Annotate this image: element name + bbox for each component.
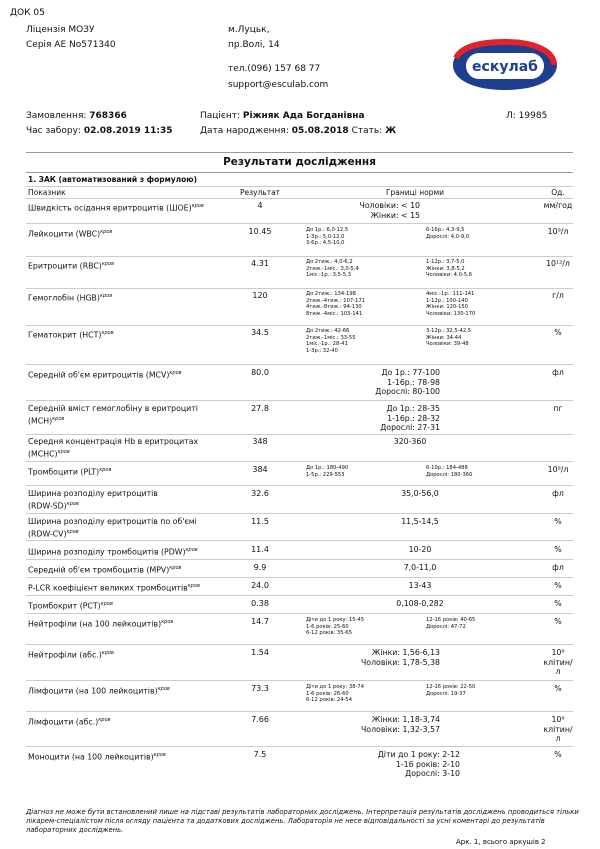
row-norm-left: До 1р.: 180-490 1-5р.: 229-553 — [306, 465, 349, 478]
row-result: 1.54 — [251, 648, 269, 657]
patient-label: Пацієнт: — [200, 111, 241, 121]
table-row — [0, 437, 600, 461]
row-norm: До 1р.: 28-35 1-16р.: 28-32 Дорослі: 27-31 — [380, 404, 440, 432]
table-row — [0, 581, 600, 595]
email: support@esculab.com — [228, 80, 329, 90]
row-norm-left: До 1р.: 6,0-12,5 1-3р.: 5,0-12,0 3-6р.: 4,5-10,0 — [306, 227, 349, 247]
row-result: 120 — [252, 291, 268, 300]
row-unit: % — [554, 617, 562, 626]
row-result: 0.38 — [251, 599, 269, 608]
phone: тел.(096) 157 68 77 — [228, 64, 321, 74]
row-unit: 10⁹ клітин/ л — [543, 715, 573, 743]
divider — [26, 711, 573, 712]
row-name: Гематокрит (HCT)$^{кров}$ — [28, 330, 114, 340]
sample-line — [26, 126, 173, 136]
row-norm: 320-360 — [393, 437, 427, 446]
row-norm-left: До 2тиж.: 42-66 2тиж.-1міс.: 33-55 1міс.-1р.: 28-41 1-3р.: 32-40 — [306, 328, 356, 354]
row-unit: пг — [553, 404, 563, 413]
series: Серія АЕ No571340 — [26, 40, 116, 50]
table-row — [0, 291, 600, 323]
divider — [26, 540, 573, 541]
divider — [26, 577, 573, 578]
divider — [26, 746, 573, 747]
row-name: Ширина розподілу еритроцитів $(RDW-SD)^{кров}$ — [28, 489, 158, 511]
row-norm: Діти до 1 року: 2-12 1-16 років: 2-10 Дорослі: 3-10 — [377, 750, 460, 778]
row-unit: % — [554, 599, 562, 608]
divider — [26, 485, 573, 486]
row-name: Середній об'єм еритроцитів (MCV)$^{кров}$ — [28, 370, 182, 380]
row-unit: % — [554, 545, 562, 554]
order-line — [26, 111, 127, 121]
row-unit: 10¹²/л — [546, 259, 570, 268]
col-unit: Од. — [551, 188, 565, 197]
divider — [26, 325, 573, 326]
row-unit: г/л — [552, 291, 564, 300]
row-norm: 0,108-0,282 — [396, 599, 444, 608]
divider — [26, 613, 573, 614]
row-norm: 35,0-56,0 — [401, 489, 439, 498]
table-row — [0, 750, 600, 780]
row-unit: фл — [552, 563, 564, 572]
row-result: 24.0 — [251, 581, 269, 590]
city: м.Луцьк, — [228, 25, 270, 35]
dob-label: Дата народження: — [200, 126, 289, 136]
row-norm: Чоловіки: < 10 Жінки: < 15 — [359, 201, 420, 220]
divider — [26, 434, 573, 435]
row-norm-right: 12-16 років: 22-50 Дорослі: 19-37 — [426, 684, 476, 697]
row-norm-right: 12-16 років: 40-65 Дорослі: 47-72 — [426, 617, 476, 630]
street: пр.Волі, 14 — [228, 40, 280, 50]
row-unit: фл — [552, 368, 564, 377]
row-name: Нейтрофіли $(абс.)^{кров}$ — [28, 650, 114, 660]
row-norm: 7,0-11,0 — [403, 563, 437, 572]
row-unit: фл — [552, 489, 564, 498]
row-norm: Жінки: 1,56-6,13 Чоловіки: 1,78-5,38 — [360, 648, 440, 667]
row-name: Ширина розподілу еритроцитів по об'ємі $(RDW-CV)^{кров}$ — [28, 517, 197, 539]
row-norm: 13-43 — [408, 581, 432, 590]
divider — [26, 513, 573, 514]
row-name: Лімфоцити (на 100 лейкоцитів)$^{кров}$ — [28, 686, 170, 696]
row-result: 14.7 — [251, 617, 269, 626]
license: Ліцензія МОЗУ — [26, 25, 95, 35]
table-row — [0, 227, 600, 257]
row-result: 32.6 — [251, 489, 269, 498]
divider — [26, 256, 573, 257]
lab-number: Л: 19985 — [506, 111, 548, 121]
table-row — [0, 517, 600, 541]
row-norm-left: До 2тиж.: 134-198 2тиж.-4тиж.: 107-171 4тиж.-8тиж.: 94-130 8тиж.-4міс.: 103-141 — [306, 291, 365, 317]
table-row — [0, 259, 600, 289]
row-result: 11.4 — [251, 545, 269, 554]
table-row — [0, 684, 600, 712]
divider — [26, 223, 573, 224]
divider — [26, 186, 573, 187]
divider — [26, 680, 573, 681]
order-label: Замовлення: — [26, 111, 87, 121]
row-result: 9.9 — [253, 563, 267, 572]
table-row — [0, 465, 600, 485]
divider — [26, 152, 573, 153]
row-unit: 10⁹/л — [547, 465, 569, 474]
row-name: P-LCR коефіцієнт великих тромбоцитів$^{кров}$ — [28, 583, 200, 593]
row-unit: % — [554, 517, 562, 526]
table-row — [0, 545, 600, 559]
row-unit: мм/год — [543, 201, 573, 210]
row-result: 11.5 — [251, 517, 269, 526]
row-result: 4 — [257, 201, 263, 210]
table-row — [0, 404, 600, 436]
row-name: Середній вміст гемоглобіну в еритроциті (MCH)$^{кров}$ — [28, 404, 198, 426]
table-row — [0, 489, 600, 513]
row-result: 27.8 — [251, 404, 269, 413]
table-row — [0, 617, 600, 645]
row-result: 34.5 — [251, 328, 269, 337]
row-result: 80.0 — [251, 368, 269, 377]
section-title: 1. ЗАК (автоматизований з формулою) — [28, 175, 198, 184]
row-name: Гемоглобін (HGB)$^{кров}$ — [28, 293, 113, 303]
row-result: 348 — [252, 437, 268, 446]
sex-label: Стать: — [351, 126, 383, 136]
row-name: Нейтрофіли (на 100 лейкоцитів)$^{кров}$ — [28, 619, 174, 629]
row-norm-left: Діти до 1 року: 38-74 1-6 років: 26-60 6-12 років: 24-54 — [306, 684, 365, 704]
table-row — [0, 201, 600, 223]
row-norm: До 1р.: 77-100 1-16р.: 78-98 Дорослі: 80-100 — [375, 368, 440, 396]
divider — [26, 364, 573, 365]
divider — [26, 595, 573, 596]
row-unit: % — [554, 750, 562, 759]
table-row — [0, 648, 600, 680]
row-norm-right: 1-12р.: 3,7-5,0 Жінки: 3,8-5,2 Чоловіки: 4,0-5,6 — [426, 259, 472, 279]
row-result: 73.3 — [251, 684, 269, 693]
row-result: 10.45 — [248, 227, 272, 236]
sample-time: 02.08.2019 11:35 — [83, 126, 173, 136]
divider — [26, 288, 573, 289]
table-row — [0, 563, 600, 577]
row-result: 384 — [252, 465, 268, 474]
row-name: Середній об'єм тромбоцитів (MPV)$^{кров}$ — [28, 565, 182, 575]
col-name: Показник — [28, 188, 66, 197]
divider — [26, 559, 573, 560]
row-name: Лейкоцити (WBC)$^{кров}$ — [28, 229, 113, 239]
row-norm: 11,5-14,5 — [401, 517, 439, 526]
row-name: Тромбоцити (PLT)$^{кров}$ — [28, 467, 112, 477]
row-name: Середня концентрація Hb в еритроцитах (MCHC)$^{кров}$ — [28, 437, 199, 459]
sample-label: Час забору: — [26, 126, 81, 136]
row-unit: 10⁹ клітин/ л — [543, 648, 573, 676]
divider — [26, 461, 573, 462]
row-norm-right: 4міс.-1р.: 111-141 1-12р.: 100-140 Жінки: 120-150 Чоловіки: 130-170 — [426, 291, 476, 317]
row-unit: % — [554, 328, 562, 337]
row-name: Еритроцити (RBC)$^{кров}$ — [28, 261, 115, 271]
row-norm-left: До 2тиж.: 4,0-6,2 2тиж.-1міс.: 3,0-5,4 1міс.-1р.: 3,5-5,3 — [306, 259, 359, 279]
row-name: Тромбокрит (PCT)$^{кров}$ — [28, 601, 113, 611]
row-result: 7.5 — [253, 750, 267, 759]
dob-line — [200, 126, 396, 136]
divider — [26, 400, 573, 401]
row-norm-right: 3-12р.: 32,5-42,5 Жінки: 34-44 Чоловіки: 39-48 — [426, 328, 472, 348]
row-norm-right: 6-10р.: 184-488 Дорослі: 180-360 — [426, 465, 473, 478]
row-name: Швидкість осідання еритроцитів (ШОЕ)$^{кров}$ — [28, 203, 204, 213]
row-unit: % — [554, 581, 562, 590]
row-result: 7.66 — [251, 715, 269, 724]
page-number: Арк. 1, всього аркушів 2 — [456, 838, 546, 846]
col-norm: Границі норми — [385, 188, 445, 197]
row-norm-right: 6-16р.: 4,3-9,5 Дорослі: 4,0-9,0 — [426, 227, 470, 240]
row-result: 4.31 — [251, 259, 269, 268]
row-unit: % — [554, 684, 562, 693]
table-row — [0, 599, 600, 613]
patient-line — [200, 111, 365, 121]
divider — [26, 172, 573, 173]
row-norm-left: Діти до 1 року: 15-45 1-6 років: 25-60 6-12 років: 35-65 — [306, 617, 365, 637]
divider — [26, 644, 573, 645]
logo-text: ескулаб — [472, 59, 538, 75]
row-name: Лімфоцити $(абс.)^{кров}$ — [28, 717, 111, 727]
table-row — [0, 328, 600, 360]
patient-name: Ріжняк Ада Богданівна — [242, 111, 365, 121]
table-row — [0, 715, 600, 747]
row-name: Моноцити (на 100 лейкоцитів)$^{кров}$ — [28, 752, 166, 762]
doc-code: ДОК 05 — [10, 8, 45, 18]
col-result: Результат — [239, 188, 281, 197]
row-norm: 10-20 — [408, 545, 432, 554]
order-number: 768366 — [89, 111, 127, 121]
dob-value: 05.08.2018 — [291, 126, 349, 136]
table-row — [0, 368, 600, 400]
disclaimer: Діагноз не може бути встановлений лише на підставі результатів лабораторних досліджень. Інтерпретація результатів досліджень проводиться тільки лікарем-спеціалістом після огляду пацієнта та додаткових досліджень. Лабораторія не несе відповідальності за усні коментарі до результатів лабораторних досліджень. — [26, 808, 579, 834]
esculab-logo — [448, 36, 562, 94]
row-norm: Жінки: 1,18-3,74 Чоловіки: 1,32-3,57 — [360, 715, 440, 734]
divider — [26, 198, 573, 199]
row-name: Ширина розподілу тромбоцитів (PDW)$^{кров}$ — [28, 547, 198, 557]
row-unit: 10⁹/л — [547, 227, 569, 236]
results-title: Результати дослідження — [223, 156, 376, 168]
sex-value: Ж — [385, 126, 397, 136]
